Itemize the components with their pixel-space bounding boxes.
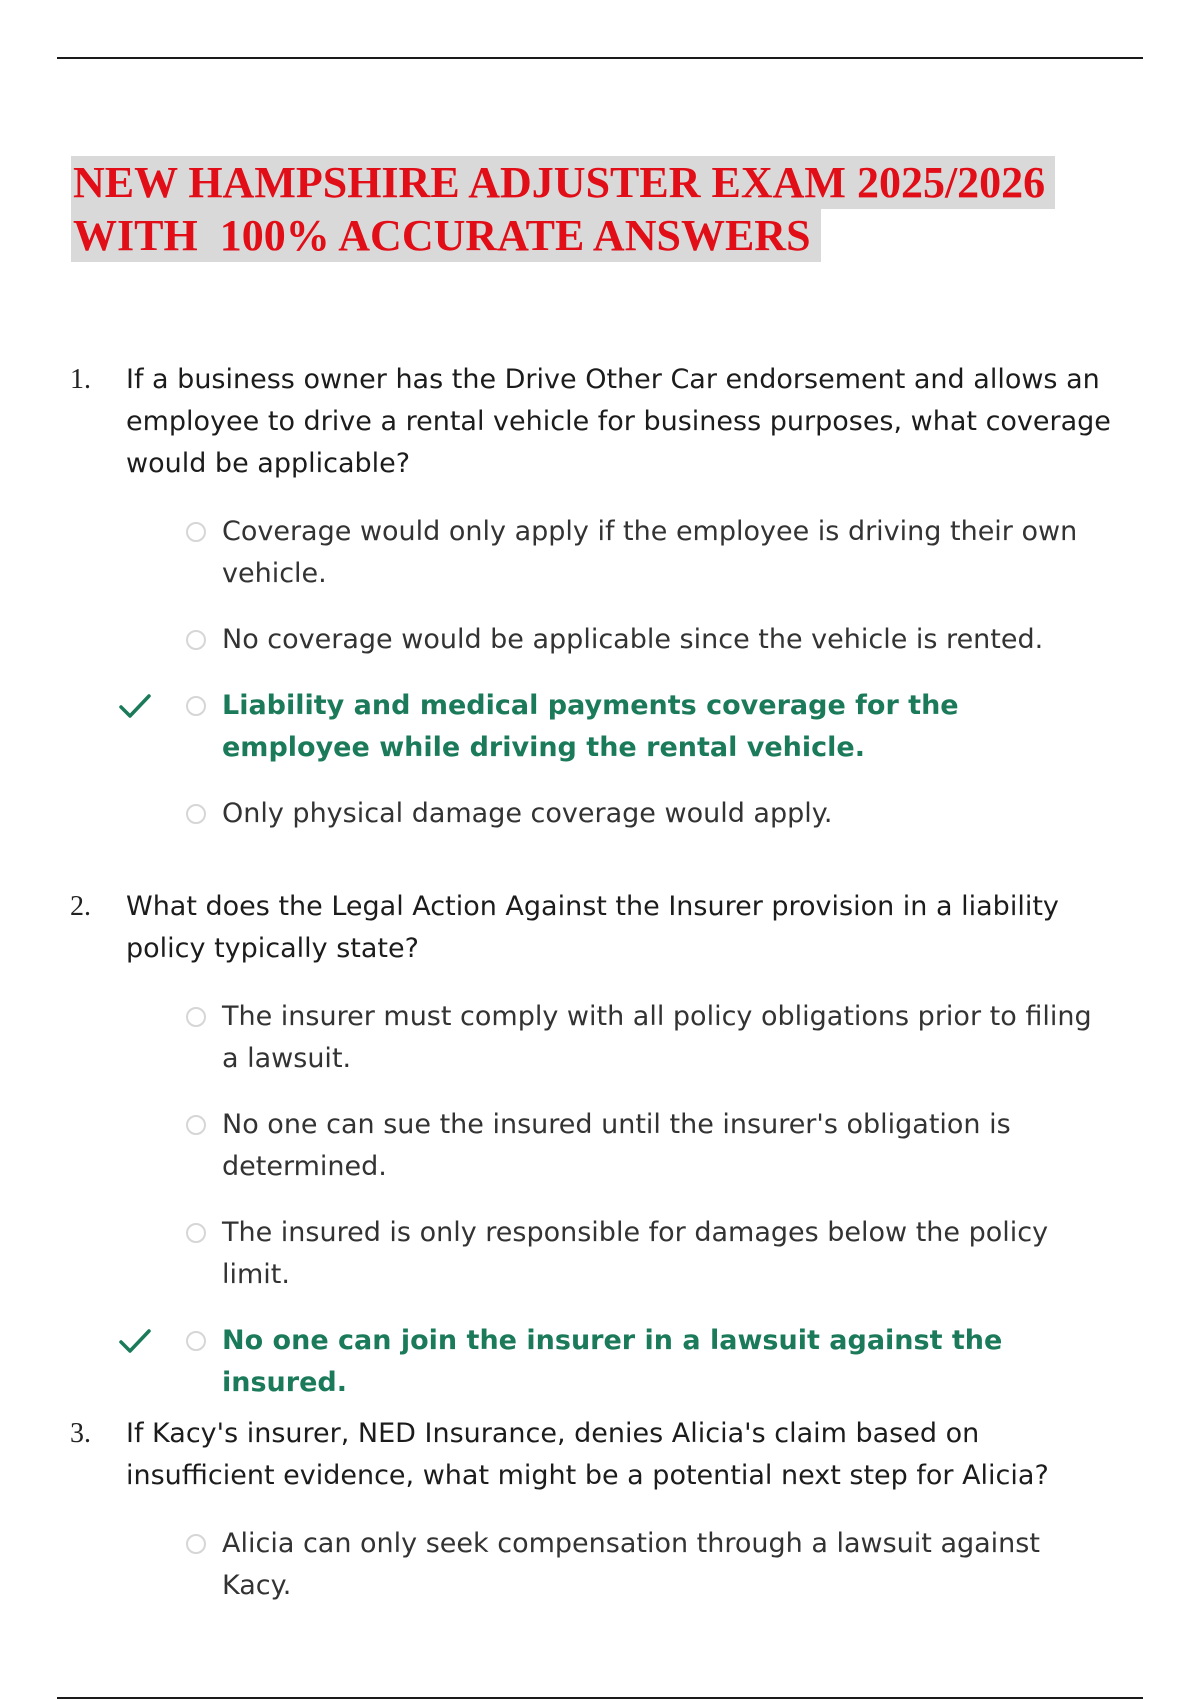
question-text: If Kacy's insurer, NED Insurance, denies Alicia's claim based on insufficient evidence, what might be a potential next step for Alicia? — [126, 1418, 1049, 1491]
answer-text: No one can sue the insured until the insurer's obligation is determined. — [222, 1109, 1011, 1182]
answer-text: No coverage would be applicable since the vehicle is rented. — [222, 624, 1044, 655]
radio-icon[interactable] — [186, 630, 206, 650]
radio-icon[interactable] — [186, 522, 206, 542]
answer-text: Coverage would only apply if the employee is driving their own vehicle. — [222, 516, 1078, 589]
answer-list — [70, 511, 1130, 835]
answer-text: Liability and medical payments coverage for the employee while driving the rental vehicle. — [222, 690, 959, 763]
checkmark-icon — [118, 689, 152, 723]
question-number: 1. — [70, 364, 91, 395]
answer-option[interactable] — [186, 1212, 1102, 1296]
question-1 — [70, 359, 1130, 859]
answer-list — [70, 996, 1130, 1404]
question-number: 2. — [70, 891, 91, 922]
question-text: What does the Legal Action Against the Insurer provision in a liability policy typically state? — [126, 891, 1059, 964]
radio-icon[interactable] — [186, 1007, 206, 1027]
answer-option[interactable] — [186, 1104, 1102, 1188]
top-rule — [57, 57, 1143, 59]
answer-text: No one can join the insurer in a lawsuit against the insured. — [222, 1325, 1003, 1398]
question-3 — [70, 1413, 1130, 1631]
title-line-1: NEW HAMPSHIRE ADJUSTER EXAM 2025/2026 — [71, 156, 1055, 209]
question-text: If a business owner has the Drive Other Car endorsement and allows an employee to drive a rental vehicle for business purposes, what coverage would be applicable? — [126, 364, 1111, 479]
radio-icon[interactable] — [186, 1534, 206, 1554]
radio-icon[interactable] — [186, 696, 206, 716]
answer-text: Alicia can only seek compensation through a lawsuit against Kacy. — [222, 1528, 1040, 1601]
answer-option[interactable] — [186, 511, 1102, 595]
answer-option[interactable] — [186, 996, 1102, 1080]
bottom-rule — [57, 1697, 1143, 1699]
answer-text: The insurer must comply with all policy obligations prior to filing a lawsuit. — [222, 1001, 1092, 1074]
question-2 — [70, 886, 1130, 1428]
question-number: 3. — [70, 1418, 91, 1449]
radio-icon[interactable] — [186, 1223, 206, 1243]
radio-icon[interactable] — [186, 1115, 206, 1135]
answer-text: The insured is only responsible for damages below the policy limit. — [222, 1217, 1049, 1290]
checkmark-icon — [118, 1324, 152, 1358]
answer-option-correct[interactable] — [186, 685, 1102, 769]
answer-option[interactable] — [186, 619, 1102, 661]
answer-text: Only physical damage coverage would apply. — [222, 798, 833, 829]
answer-option[interactable] — [186, 793, 1102, 835]
radio-icon[interactable] — [186, 804, 206, 824]
answer-option[interactable] — [186, 1523, 1102, 1607]
document-title — [71, 156, 1071, 262]
answer-option-correct[interactable] — [186, 1320, 1102, 1404]
title-line-2: WITH 100% ACCURATE ANSWERS — [71, 209, 821, 262]
radio-icon[interactable] — [186, 1331, 206, 1351]
answer-list — [70, 1523, 1130, 1607]
